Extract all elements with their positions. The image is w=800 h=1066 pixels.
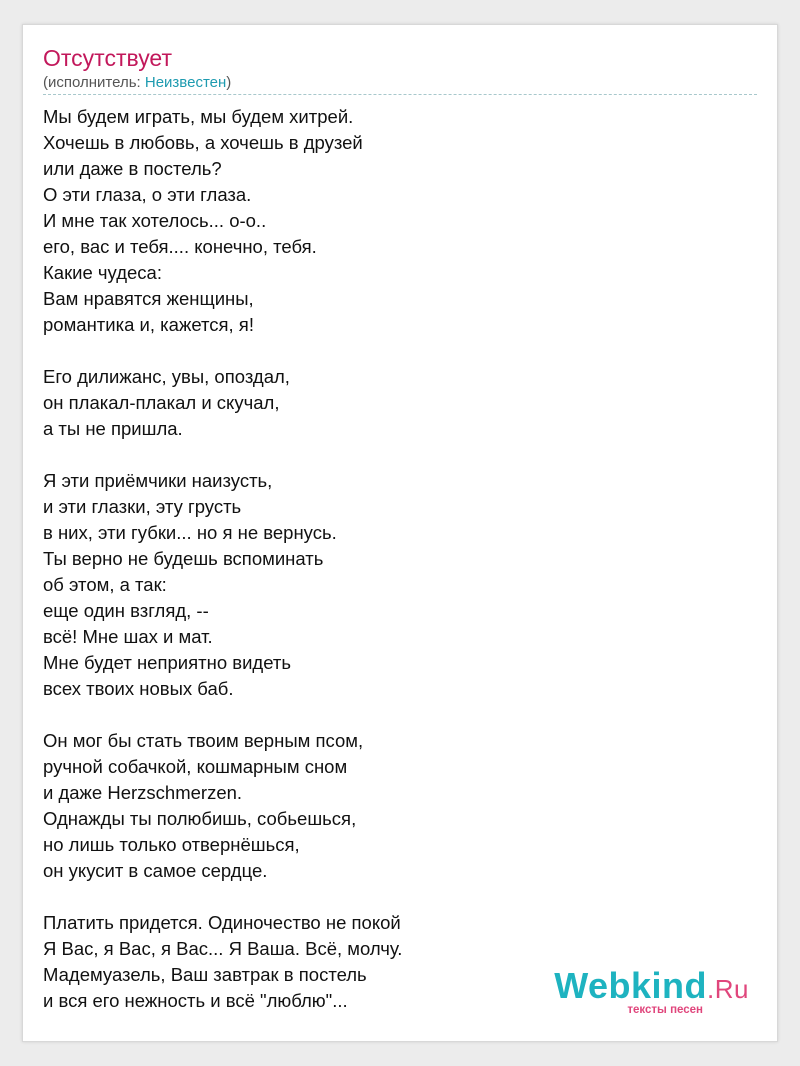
lyrics-line: ручной собачкой, кошмарным сном xyxy=(43,756,348,777)
lyrics-verse xyxy=(43,104,743,338)
lyrics-line: Мы будем играть, мы будем хитрей. xyxy=(43,106,354,127)
logo-name: Webkind xyxy=(554,965,708,1006)
logo-wordmark xyxy=(554,965,749,1006)
lyrics-line: О эти глаза, о эти глаза. xyxy=(43,184,252,205)
logo-tagline: тексты песен xyxy=(627,1004,703,1016)
performer-suffix: ) xyxy=(226,74,232,91)
lyrics-line: Его дилижанс, увы, опоздал, xyxy=(43,366,290,387)
performer-line xyxy=(43,73,231,93)
lyrics-line: романтика и, кажется, я! xyxy=(43,314,254,335)
performer-link[interactable]: Неизвестен xyxy=(144,74,227,91)
lyrics-line: об этом, а так: xyxy=(43,574,167,595)
header-divider xyxy=(43,94,757,95)
lyrics-verse xyxy=(43,468,743,702)
lyrics-line: Хочешь в любовь, а хочешь в друзей xyxy=(43,132,363,153)
lyrics-line: всё! Мне шах и мат. xyxy=(43,626,213,647)
lyrics-line: Мне будет неприятно видеть xyxy=(43,652,291,673)
lyrics-line: Однажды ты полюбишь, собьешься, xyxy=(43,808,357,829)
lyrics-line: еще один взгляд, -- xyxy=(43,600,209,621)
lyrics-line: Какие чудеса: xyxy=(43,262,162,283)
lyrics-line: Платить придется. Одиночество не покой xyxy=(43,912,401,933)
lyrics-verse xyxy=(43,364,743,442)
lyrics-line: но лишь только отвернёшься, xyxy=(43,834,300,855)
lyrics-card xyxy=(22,24,778,1042)
lyrics-text xyxy=(43,104,743,1040)
site-logo[interactable] xyxy=(554,965,749,1017)
lyrics-line: Ты верно не будешь вспоминать xyxy=(43,548,324,569)
lyrics-line: а ты не пришла. xyxy=(43,418,183,439)
lyrics-verse xyxy=(43,728,743,884)
lyrics-line: Мадемуазель, Ваш завтрак в постель xyxy=(43,964,367,985)
lyrics-line: или даже в постель? xyxy=(43,158,222,179)
performer-prefix: (исполнитель: xyxy=(43,74,145,91)
lyrics-line: всех твоих новых баб. xyxy=(43,678,234,699)
lyrics-line: Он мог бы стать твоим верным псом, xyxy=(43,730,364,751)
logo-tld: .Ru xyxy=(707,974,749,1004)
lyrics-line: Я эти приёмчики наизусть, xyxy=(43,470,273,491)
song-title: Отсутствует xyxy=(43,45,172,71)
lyrics-line: в них, эти губки... но я не вернусь. xyxy=(43,522,337,543)
lyrics-line: и вся его нежность и всё "люблю"... xyxy=(43,990,348,1011)
lyrics-line: Я Вас, я Вас, я Вас... Я Ваша. Всё, молчу. xyxy=(43,938,403,959)
lyrics-line: и даже Herzschmerzen. xyxy=(43,782,243,803)
lyrics-line: он укусит в самое сердце. xyxy=(43,860,268,881)
lyrics-line: его, вас и тебя.... конечно, тебя. xyxy=(43,236,317,257)
lyrics-line: И мне так хотелось... о-о.. xyxy=(43,210,267,231)
lyrics-line: он плакал-плакал и скучал, xyxy=(43,392,280,413)
lyrics-line: и эти глазки, эту грусть xyxy=(43,496,242,517)
lyrics-line: Вам нравятся женщины, xyxy=(43,288,254,309)
